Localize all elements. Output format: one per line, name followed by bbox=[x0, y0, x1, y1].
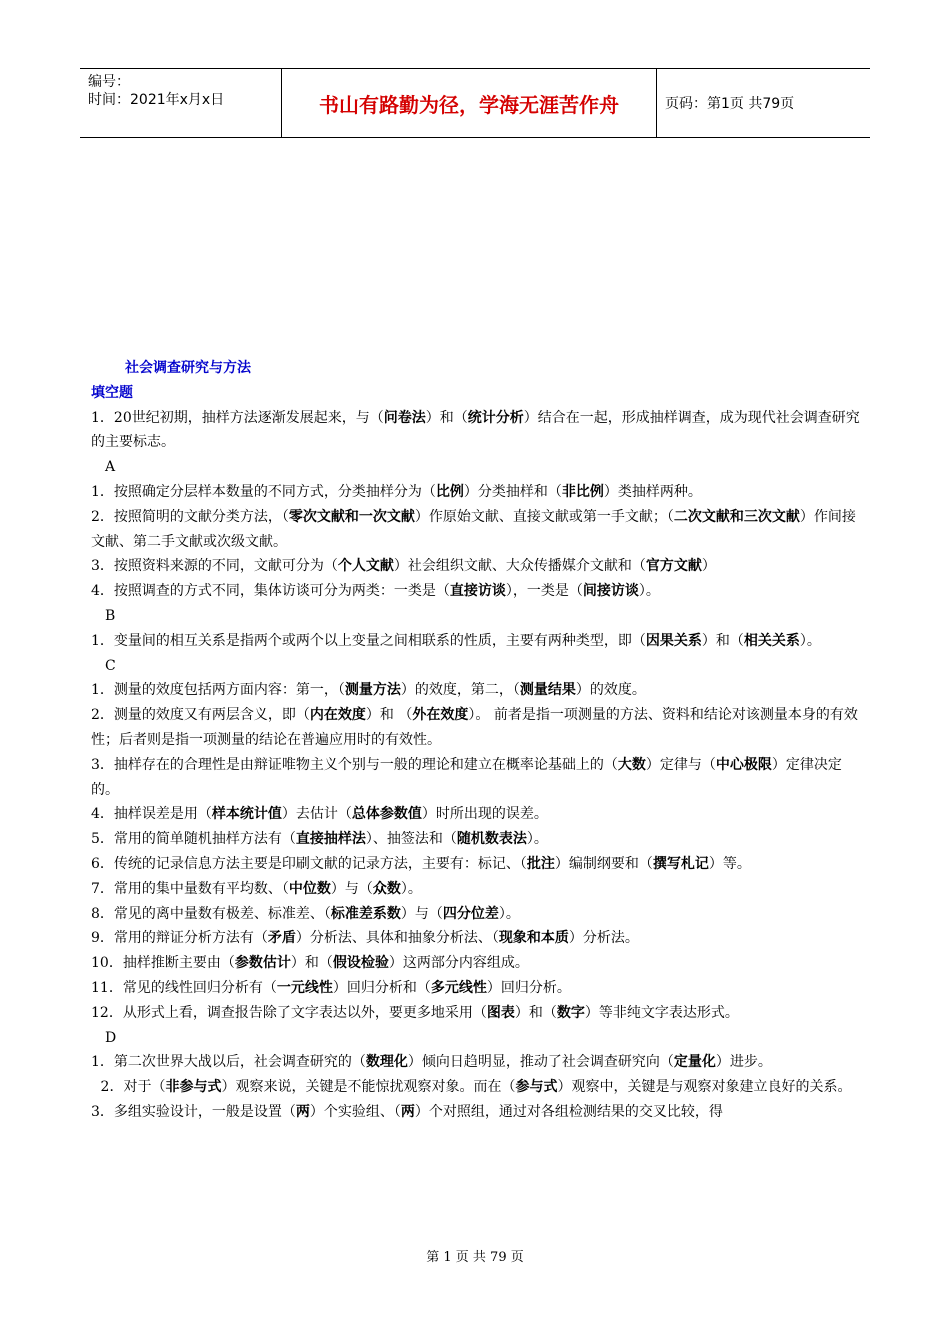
header-motto: 书山有路勤为径，学海无涯苦作舟 bbox=[281, 69, 657, 137]
question-c6: 6．传统的记录信息方法主要是印刷文献的记录方法，主要有：标记、（批注）编制纲要和（撰写札记）等。 bbox=[91, 855, 751, 872]
question-c8: 8．常见的离中量数有极差、标准差、（标准差系数）与（四分位差）。 bbox=[91, 905, 520, 922]
question-a1: 1．按照确定分层样本数量的不同方式，分类抽样分为（比例）分类抽样和（非比例）类抽样两种。 bbox=[91, 483, 702, 500]
question-d3: 3．多组实验设计，一般是设置（两）个实验组、（两）个对照组，通过对各组检测结果的交叉比较，得 bbox=[91, 1103, 723, 1120]
question-c7: 7．常用的集中量数有平均数、（中位数）与（众数）。 bbox=[91, 880, 422, 897]
document-body bbox=[91, 356, 861, 1125]
question-c3: 3．抽样存在的合理性是由辩证唯物主义个别与一般的理论和建立在概率论基础上的（大数）定律与（中心极限）定律决定的。 bbox=[91, 756, 842, 798]
question-c1: 1．测量的效度包括两方面内容：第一，（测量方法）的效度，第二，（测量结果）的效度。 bbox=[91, 682, 646, 699]
question-b1: 1．变量间的相互关系是指两个或两个以上变量之间相联系的性质，主要有两种类型，即（因果关系）和（相关关系）。 bbox=[91, 632, 821, 649]
question-d2: 2．对于（非参与式）观察来说，关键是不能惊扰观察对象。而在（参与式）观察中，关键是与观察对象建立良好的关系。 bbox=[100, 1079, 852, 1096]
question-c2: 2．测量的效度又有两层含义，即（内在效度）和 （外在效度）。 前者是指一项测量的方法、资料和结论对该测量本身的有效性；后者则是指一项测量的结论在普遍应用时的有效性。 bbox=[91, 707, 858, 748]
page-footer: 第 1 页 共 79 页 bbox=[426, 1250, 524, 1265]
header-meta bbox=[80, 69, 281, 137]
question-intro: 1．20世纪初期，抽样方法逐渐发展起来，与（问卷法）和（统计分析）结合在一起，形成抽样调查，成为现代社会调查研究的主要标志。 bbox=[91, 409, 860, 451]
letter-heading-a: A bbox=[105, 459, 116, 476]
section-heading: 填空题 bbox=[91, 384, 133, 401]
question-d1: 1．第二次世界大战以后，社会调查研究的（数理化）倾向日趋明显，推动了社会调查研究向（定量化）进步。 bbox=[91, 1054, 772, 1071]
letter-heading-c: C bbox=[105, 657, 116, 674]
question-a3: 3．按照资料来源的不同，文献可分为（个人文献）社会组织文献、大众传播媒介文献和（官方文献） bbox=[91, 558, 716, 575]
document-title: 社会调查研究与方法 bbox=[125, 360, 251, 376]
question-a4: 4．按照调查的方式不同，集体访谈可分为两类：一类是（直接访谈），一类是（间接访谈）。 bbox=[91, 583, 660, 600]
question-c9: 9．常用的辩证分析方法有（矛盾）分析法、具体和抽象分析法、（现象和本质）分析法。 bbox=[91, 930, 639, 947]
header-page-info: 页码：第1页 共79页 bbox=[665, 96, 795, 112]
question-c10: 10．抽样推断主要由（参数估计）和（假设检验）这两部分内容组成。 bbox=[91, 955, 529, 972]
letter-heading-d: D bbox=[105, 1029, 117, 1046]
serial-label: 编号： bbox=[88, 74, 130, 90]
document-header bbox=[80, 68, 870, 138]
letter-heading-b: B bbox=[105, 607, 116, 624]
question-c12: 12．从形式上看，调查报告除了文字表达以外，要更多地采用（图表）和（数字）等非纯文字表达形式。 bbox=[91, 1004, 739, 1021]
question-c11: 11．常见的线性回归分析有（一元线性）回归分析和（多元线性）回归分析。 bbox=[91, 979, 571, 996]
question-c4: 4．抽样误差是用（样本统计值）去估计（总体参数值）时所出现的误差。 bbox=[91, 806, 548, 823]
time-label: 时间：2021年x月x日 bbox=[88, 92, 225, 108]
question-c5: 5．常用的简单随机抽样方法有（直接抽样法）、抽签法和（随机数表法）。 bbox=[91, 831, 548, 848]
question-a2: 2．按照简明的文献分类方法，（零次文献和一次文献）作原始文献、直接文献或第一手文献；（二次文献和三次文献）作间接文献、第二手文献或次级文献。 bbox=[91, 508, 856, 550]
